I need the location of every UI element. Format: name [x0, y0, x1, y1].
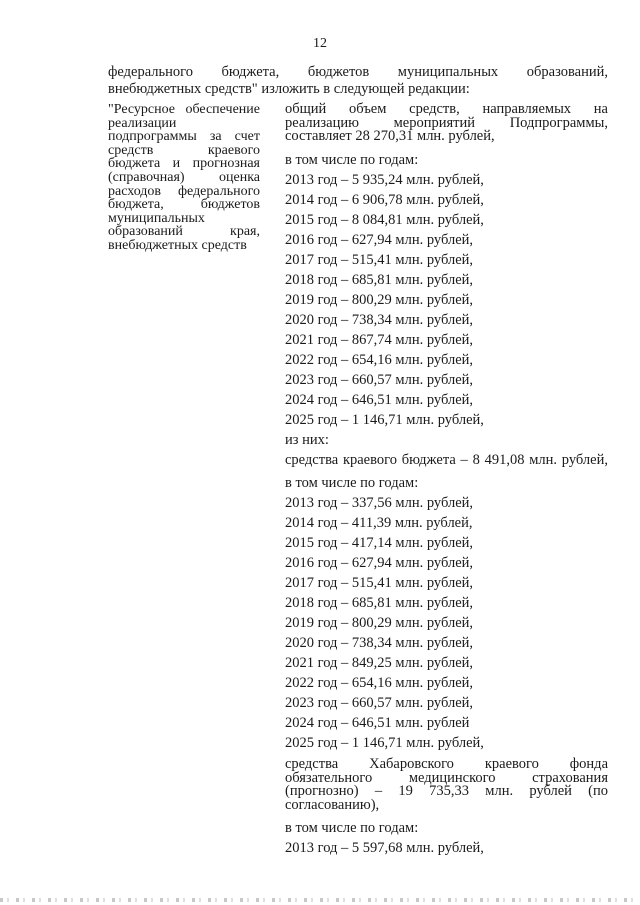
regional-year-line: 2017 год – 515,41 млн. рублей, — [285, 575, 474, 591]
total-year-line: 2025 год – 1 146,71 млн. рублей, — [285, 411, 484, 428]
total-year-line: 2020 год – 738,34 млн. рублей, — [285, 311, 474, 328]
page-number: 12 — [313, 36, 327, 51]
regional-budget-text: средства краевого бюджета – 8 491,08 млн. рублей, — [285, 451, 608, 468]
by-years-heading: в том числе по годам: — [285, 151, 419, 168]
resource-provision-values — [285, 103, 608, 858]
regional-year-line: 2025 год – 1 146,71 млн. рублей, — [285, 735, 484, 751]
regional-year-line: 2022 год – 654,16 млн. рублей, — [285, 675, 474, 691]
total-year-line: 2018 год – 685,81 млн. рублей, — [285, 271, 474, 288]
intro-line-1: федерального бюджета, бюджетов муниципальных образований, — [108, 64, 608, 80]
intro-paragraph — [108, 64, 608, 98]
regional-year-line: 2023 год – 660,57 млн. рублей, — [285, 695, 474, 711]
resource-provision-label: "Ресурсное обеспечение реализации подпрограммы за счет средств краевого бюджета и прогнозная (справочная) оценка расходов федерального бюджета, бюджетов муниципальных образований края, внебюджетных средств — [108, 102, 260, 253]
regional-year-line: 2021 год – 849,25 млн. рублей, — [285, 655, 474, 671]
regional-year-line: 2020 год – 738,34 млн. рублей, — [285, 635, 474, 651]
fund-year-line: 2013 год – 5 597,68 млн. рублей, — [285, 840, 484, 856]
total-year-line: 2019 год – 800,29 млн. рублей, — [285, 291, 474, 308]
insurance-fund-text: средства Хабаровского краевого фонда обязательного медицинского страхования (прогнозно) – 19 735,33 млн. рублей (по согласованию), — [285, 756, 608, 813]
total-year-line: 2021 год – 867,74 млн. рублей, — [285, 331, 474, 348]
regional-year-line: 2024 год – 646,51 млн. рублей — [285, 715, 470, 731]
total-year-line: 2015 год – 8 084,81 млн. рублей, — [285, 211, 484, 228]
intro-line-2: внебюджетных средств" изложить в следующей редакции: — [108, 81, 470, 97]
regional-year-line: 2014 год – 411,39 млн. рублей, — [285, 515, 473, 531]
total-volume-text: общий объем средств, направляемых на реализацию мероприятий Подпрограммы, составляет 28 270,31 млн. рублей, — [285, 101, 608, 144]
total-year-line: 2014 год – 6 906,78 млн. рублей, — [285, 191, 484, 208]
regional-year-line: 2016 год – 627,94 млн. рублей, — [285, 555, 474, 571]
regional-year-line: 2013 год – 337,56 млн. рублей, — [285, 495, 474, 511]
total-year-line: 2024 год – 646,51 млн. рублей, — [285, 391, 474, 408]
total-year-line: 2022 год – 654,16 млн. рублей, — [285, 351, 474, 368]
total-year-line: 2016 год – 627,94 млн. рублей, — [285, 231, 474, 248]
of-them-label: из них: — [285, 431, 329, 448]
total-year-line: 2013 год – 5 935,24 млн. рублей, — [285, 171, 484, 188]
scan-edge-noise — [0, 898, 640, 902]
by-years-heading: в том числе по годам: — [285, 820, 419, 836]
by-years-heading: в том числе по годам: — [285, 475, 419, 491]
regional-year-line: 2018 год – 685,81 млн. рублей, — [285, 595, 474, 611]
total-year-line: 2023 год – 660,57 млн. рублей, — [285, 371, 474, 388]
total-year-line: 2017 год – 515,41 млн. рублей, — [285, 251, 474, 268]
regional-year-line: 2015 год – 417,14 млн. рублей, — [285, 535, 474, 551]
regional-year-line: 2019 год – 800,29 млн. рублей, — [285, 615, 474, 631]
